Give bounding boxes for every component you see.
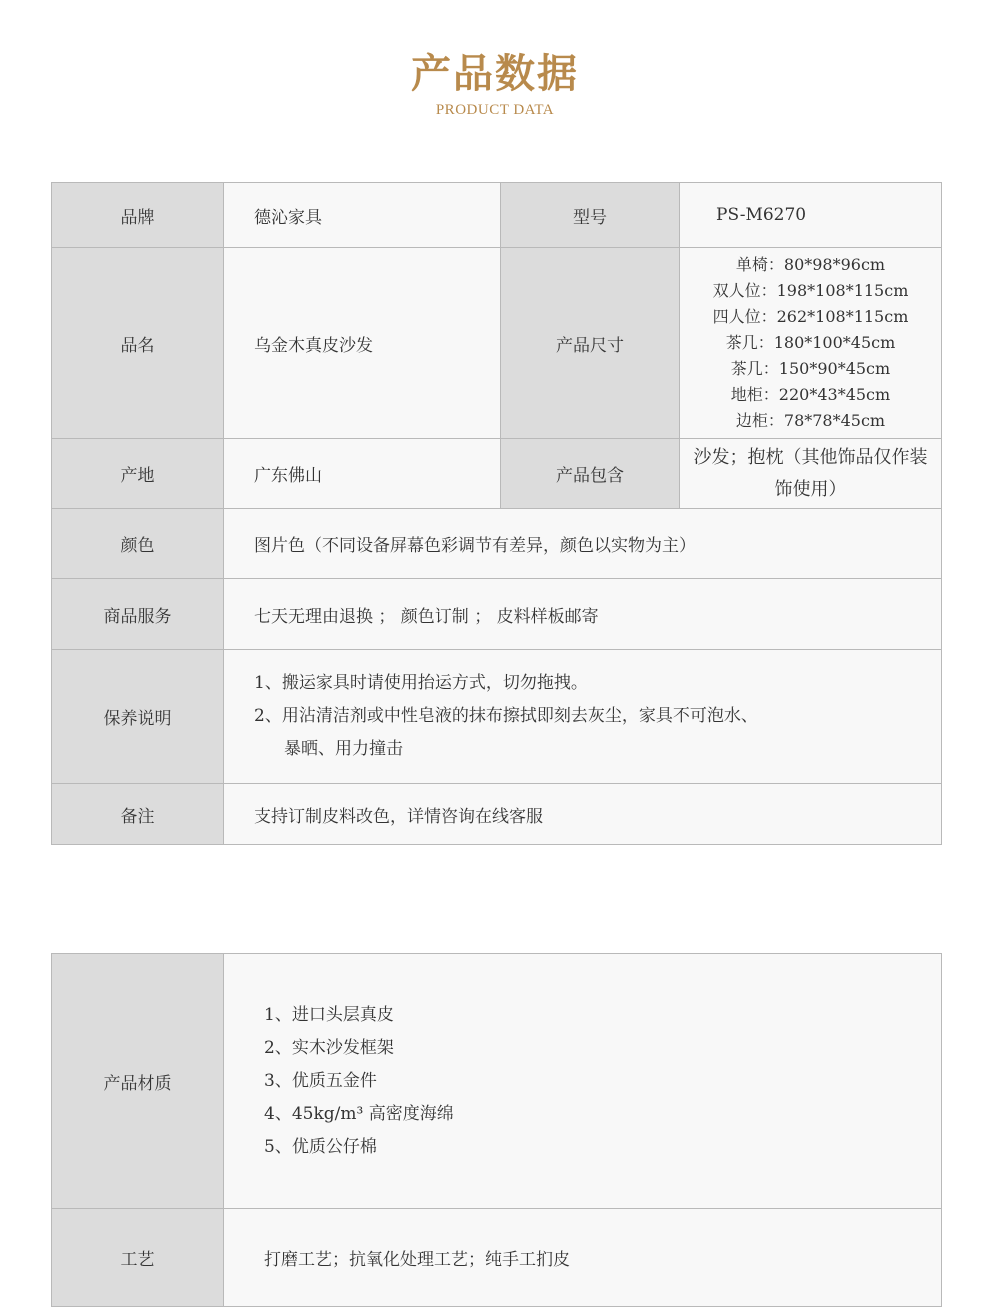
care-line: 暴晒、用力撞击 <box>284 739 403 759</box>
name-value: 乌金木真皮沙发 <box>224 248 501 439</box>
brand-value: 德沁家具 <box>224 183 501 248</box>
craft-value: 打磨工艺；抗氧化处理工艺；纯手工扪皮 <box>224 1209 942 1307</box>
size-list <box>680 248 942 439</box>
spec-row-color <box>52 509 942 579</box>
material-item: 4、45kg/m³ 高密度海绵 <box>264 1103 454 1124</box>
care-line: 1、搬运家具时请使用抬运方式，切勿拖拽。 <box>254 673 588 693</box>
care-instructions <box>224 650 942 784</box>
size-item: 茶几：180*100*45cm <box>725 333 896 352</box>
package-line: 饰使用） <box>774 478 847 500</box>
model-label: 型号 <box>501 183 680 248</box>
material-table <box>51 953 942 1307</box>
color-value: 图片色（不同设备屏幕色彩调节有差异，颜色以实物为主） <box>224 509 942 579</box>
spec-row-care <box>52 650 942 784</box>
material-item: 5、优质公仔棉 <box>264 1136 377 1157</box>
package-label: 产品包含 <box>501 439 680 509</box>
material-item: 1、进口头层真皮 <box>264 1004 394 1025</box>
care-label: 保养说明 <box>52 650 224 784</box>
remark-label: 备注 <box>52 784 224 845</box>
page-title: 产品数据 <box>411 50 579 97</box>
service-value: 七天无理由退换 ； 颜色订制 ； 皮料样板邮寄 <box>224 579 942 650</box>
origin-label: 产地 <box>52 439 224 509</box>
spec-row-brand <box>52 183 942 248</box>
page-subtitle: PRODUCT DATA <box>435 102 555 118</box>
size-label: 产品尺寸 <box>501 248 680 439</box>
name-label: 品名 <box>52 248 224 439</box>
model-value: PS-M6270 <box>680 183 942 248</box>
size-item: 地柜：220*43*45cm <box>730 385 891 404</box>
size-item: 茶几：150*90*45cm <box>730 359 891 378</box>
spec-row-origin <box>52 439 942 509</box>
size-item: 边柜：78*78*45cm <box>735 411 886 430</box>
spec-row-service <box>52 579 942 650</box>
craft-row <box>52 1209 942 1307</box>
material-label: 产品材质 <box>52 954 224 1209</box>
size-item: 四人位：262*108*115cm <box>712 307 909 326</box>
material-row <box>52 954 942 1209</box>
material-list <box>224 954 942 1209</box>
color-label: 颜色 <box>52 509 224 579</box>
package-line: 沙发；抱枕（其他饰品仅作装 <box>693 446 928 468</box>
package-value <box>680 439 942 509</box>
spec-row-remark <box>52 784 942 845</box>
size-item: 单椅：80*98*96cm <box>735 255 886 274</box>
material-item: 2、实木沙发框架 <box>264 1037 394 1058</box>
spec-table <box>51 182 942 845</box>
remark-value: 支持订制皮料改色，详情咨询在线客服 <box>224 784 942 845</box>
size-item: 双人位：198*108*115cm <box>712 281 909 300</box>
material-item: 3、优质五金件 <box>264 1070 377 1091</box>
origin-value: 广东佛山 <box>224 439 501 509</box>
care-line: 2、用沾清洁剂或中性皂液的抹布擦拭即刻去灰尘，家具不可泡水、 <box>254 706 758 726</box>
brand-label: 品牌 <box>52 183 224 248</box>
craft-label: 工艺 <box>52 1209 224 1307</box>
spec-row-name <box>52 248 942 439</box>
service-label: 商品服务 <box>52 579 224 650</box>
